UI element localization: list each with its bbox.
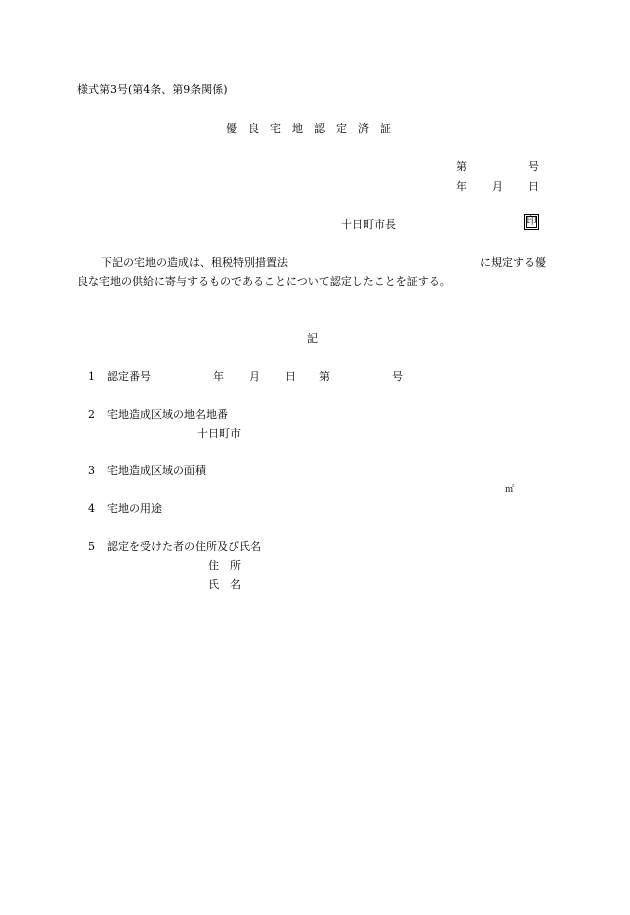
item-label-area: 宅地造成区域の面積 (107, 464, 206, 477)
item5-address-label: 住 所 (208, 559, 241, 572)
item5-name-label: 氏 名 (208, 578, 241, 591)
document-title: 優良宅地認定済証 (226, 122, 402, 135)
item-number-5: 5 (88, 540, 95, 553)
body-text-line1-start: 下記の宅地の造成は、租税特別措置法 (101, 256, 288, 269)
form-number: 様式第3号(第4条、第9条関係) (77, 83, 228, 96)
body-text-line1-end: に規定する優 (480, 256, 546, 269)
item-number-3: 3 (88, 464, 95, 477)
section-heading-ki: 記 (307, 332, 318, 345)
item2-city-name: 十日町市 (197, 427, 241, 440)
item-label-land-location: 宅地造成区域の地名地番 (107, 408, 228, 421)
number-prefix: 第 (456, 160, 467, 173)
item-label-land-use: 宅地の用途 (107, 502, 162, 515)
body-text-line2: 良な宅地の供給に寄与するものであることについて認定したことを証する。 (77, 275, 451, 288)
item1-number-prefix: 第 (319, 370, 330, 383)
seal-stamp: 印 (524, 214, 539, 230)
item-number-4: 4 (88, 502, 95, 515)
item-number-2: 2 (88, 408, 95, 421)
item3-area-unit: ㎡ (505, 485, 515, 495)
item-label-recipient: 認定を受けた者の住所及び氏名 (107, 540, 261, 553)
issuer-title: 十日町市長 (341, 218, 396, 231)
item1-day: 日 (285, 370, 296, 383)
date-year: 年 (456, 180, 467, 193)
item-number-1: 1 (88, 370, 95, 383)
item1-month: 月 (249, 370, 260, 383)
item-label-certification-number: 認定番号 (107, 370, 151, 383)
item1-year: 年 (213, 370, 224, 383)
date-month: 月 (492, 180, 503, 193)
item1-number-suffix: 号 (392, 370, 403, 383)
date-day: 日 (528, 180, 539, 193)
number-suffix: 号 (528, 160, 539, 173)
